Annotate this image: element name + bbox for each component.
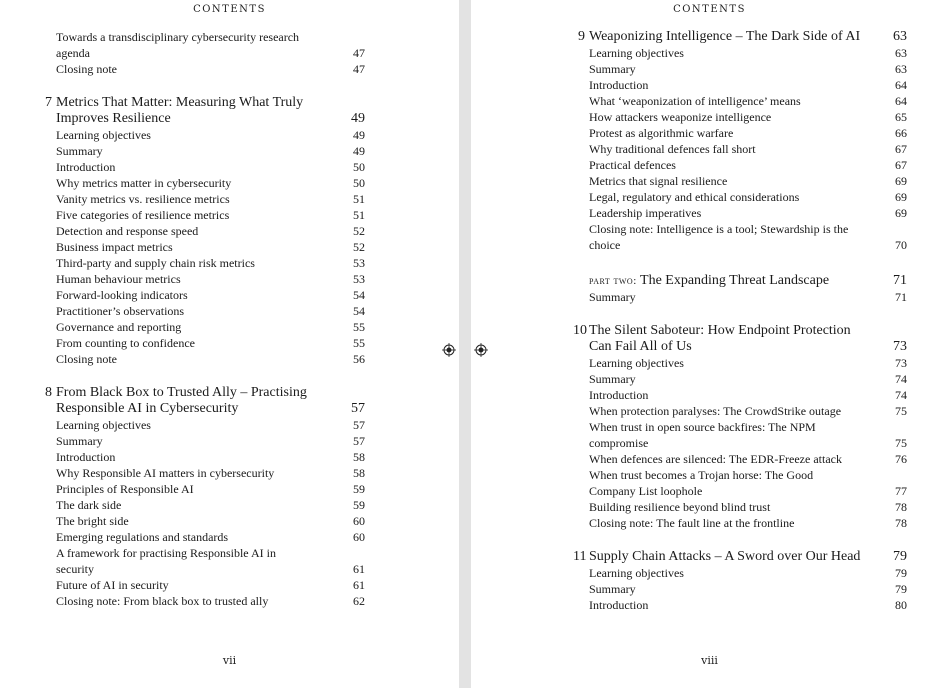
- toc-entry-title: How attackers weaponize intelligence: [589, 110, 772, 124]
- toc-entry[interactable]: [40, 481, 365, 497]
- toc-entry-title: When defences are silenced: The EDR-Freeze attack: [589, 452, 842, 466]
- toc-entry[interactable]: [40, 433, 365, 449]
- toc-entry-title: Introduction: [589, 388, 649, 402]
- toc-entry-title: When protection paralyses: The CrowdStrike outage: [589, 404, 842, 418]
- toc-chapter-heading[interactable]: [573, 29, 907, 45]
- toc-entry[interactable]: [40, 45, 365, 61]
- toc-chapter-heading[interactable]: [40, 111, 365, 127]
- toc-entry-title: The dark side: [56, 498, 122, 512]
- toc-page-number: 57: [353, 418, 365, 432]
- chapter-number: 8: [45, 385, 52, 400]
- toc-entry-title: Principles of Responsible AI: [56, 482, 194, 496]
- toc-page-number: 62: [353, 594, 365, 608]
- toc-page-number: 56: [353, 352, 365, 366]
- toc-page-number: 69: [895, 206, 907, 220]
- toc-entry-title: Closing note: Intelligence is a tool; Stewardship is the: [589, 222, 849, 236]
- toc-entry[interactable]: [573, 141, 907, 157]
- toc-entry[interactable]: [40, 29, 365, 45]
- page-number: vii: [222, 654, 237, 667]
- toc-entry-title: Practical defences: [589, 158, 676, 172]
- toc-page-number: 67: [895, 142, 907, 156]
- toc-entry[interactable]: [40, 159, 365, 175]
- toc-page-number: 67: [895, 158, 907, 172]
- toc-entry-title: Towards a transdisciplinary cybersecurity research: [56, 30, 300, 44]
- toc-entry[interactable]: [573, 77, 907, 93]
- toc-entry-title: Forward-looking indicators: [56, 288, 188, 302]
- toc-entry[interactable]: [573, 499, 907, 515]
- toc-entry[interactable]: [573, 355, 907, 371]
- toc-page-number: 50: [353, 176, 365, 190]
- toc-page-number: 69: [895, 190, 907, 204]
- toc-page-number: 53: [353, 272, 365, 286]
- toc-entry[interactable]: [40, 351, 365, 367]
- toc-page-number: 51: [353, 192, 365, 206]
- toc-entry-title: Summary: [589, 290, 636, 304]
- toc-page-number: 73: [893, 339, 907, 354]
- toc-entry[interactable]: [573, 565, 907, 581]
- toc-entry-title: Business impact metrics: [56, 240, 173, 254]
- chapter-number: 10: [573, 323, 587, 338]
- toc-page-number: 54: [353, 304, 365, 318]
- toc-page-number: 60: [353, 514, 365, 528]
- toc-spacer: [573, 253, 907, 273]
- toc-entry-title: Weaponizing Intelligence – The Dark Side of AI: [589, 29, 861, 44]
- toc-entry-title: From Black Box to Trusted Ally – Practising: [56, 385, 307, 400]
- toc-entry[interactable]: [40, 561, 365, 577]
- registration-mark-icon: [474, 343, 488, 357]
- toc-page-number: 71: [895, 290, 907, 304]
- toc-page-number: 70: [895, 238, 907, 252]
- toc-page-number: 77: [895, 484, 907, 498]
- toc-page-number: 79: [895, 566, 907, 580]
- toc-entry-title: Closing note: From black box to trusted ally: [56, 594, 269, 608]
- toc-page-number: 59: [353, 498, 365, 512]
- toc-entry[interactable]: [40, 577, 365, 593]
- toc-entry[interactable]: [573, 93, 907, 109]
- toc-page-number: 71: [893, 273, 907, 288]
- toc-entry[interactable]: [40, 335, 365, 351]
- toc-page-number: 59: [353, 482, 365, 496]
- toc-entry-title: The bright side: [56, 514, 129, 528]
- toc-spacer: [573, 305, 907, 323]
- toc-entry[interactable]: [573, 387, 907, 403]
- toc-page-number: 57: [353, 434, 365, 448]
- toc-page-number: 66: [895, 126, 907, 140]
- toc-page-number: 57: [351, 401, 365, 416]
- toc-entry-title: Improves Resilience: [56, 111, 171, 126]
- toc-page-number: 47: [353, 46, 365, 60]
- toc-entry-title: From counting to confidence: [56, 336, 195, 350]
- toc-entry-title: Why Responsible AI matters in cybersecurity: [56, 466, 275, 480]
- toc-entry[interactable]: [573, 483, 907, 499]
- toc-chapter-heading[interactable]: [573, 273, 907, 289]
- toc-entry-title: Introduction: [56, 450, 116, 464]
- toc-entry-title: Summary: [56, 144, 103, 158]
- toc-entry-title: Learning objectives: [56, 128, 151, 142]
- toc-entry-title: security: [56, 562, 94, 576]
- toc-page-number: 73: [895, 356, 907, 370]
- toc-page-number: 76: [895, 452, 907, 466]
- toc-entry-title: Supply Chain Attacks – A Sword over Our Head: [589, 549, 861, 564]
- toc-page-number: 52: [353, 224, 365, 238]
- toc-page-number: 75: [895, 404, 907, 418]
- toc-entry-title: The Silent Saboteur: How Endpoint Protection: [589, 323, 851, 338]
- toc-entry[interactable]: [573, 435, 907, 451]
- toc-entry[interactable]: [40, 303, 365, 319]
- toc-entry[interactable]: [573, 451, 907, 467]
- toc-entry-title: Can Fail All of Us: [589, 339, 692, 354]
- toc-entry-title: Detection and response speed: [56, 224, 199, 238]
- toc-page-number: 79: [895, 582, 907, 596]
- toc-page-number: 54: [353, 288, 365, 302]
- toc-entry-title: Five categories of resilience metrics: [56, 208, 230, 222]
- toc-chapter-heading[interactable]: [40, 401, 365, 417]
- toc-entry[interactable]: [573, 371, 907, 387]
- toc-page-number: 61: [353, 562, 365, 576]
- toc-page-number: 63: [895, 46, 907, 60]
- toc-entry-title: Responsible AI in Cybersecurity: [56, 401, 239, 416]
- toc-page-number: 49: [351, 111, 365, 126]
- toc-entry[interactable]: [573, 125, 907, 141]
- toc-entry[interactable]: [573, 237, 907, 253]
- toc-entry-title: When trust becomes a Trojan horse: The Good: [589, 468, 814, 482]
- toc-entry[interactable]: [573, 221, 907, 237]
- left-page: [0, 0, 459, 688]
- toc-entry-title: Metrics that signal resilience: [589, 174, 728, 188]
- toc-entry[interactable]: [40, 175, 365, 191]
- book-gutter: [459, 0, 471, 688]
- toc-entry-title: When trust in open source backfires: The NPM: [589, 420, 816, 434]
- toc-page-number: 53: [353, 256, 365, 270]
- toc-page-number: 65: [895, 110, 907, 124]
- toc-entry-title: Summary: [589, 372, 636, 386]
- toc-entry-title: Learning objectives: [56, 418, 151, 432]
- toc-entry[interactable]: [40, 497, 365, 513]
- chapter-number: 9: [578, 29, 585, 44]
- toc-page-number: 64: [895, 78, 907, 92]
- toc-page-number: 51: [353, 208, 365, 222]
- toc-entry[interactable]: [573, 515, 907, 531]
- toc-page-number: 74: [895, 372, 907, 386]
- toc-entry-title: Introduction: [589, 78, 649, 92]
- table-of-contents: [40, 29, 365, 609]
- toc-entry-title: agenda: [56, 46, 90, 60]
- toc-page-number: 69: [895, 174, 907, 188]
- toc-entry-title: A framework for practising Responsible AI in: [56, 546, 276, 560]
- toc-entry-title: Human behaviour metrics: [56, 272, 181, 286]
- toc-entry[interactable]: [40, 223, 365, 239]
- toc-spacer: [40, 367, 365, 385]
- toc-entry-title: Practitioner’s observations: [56, 304, 185, 318]
- toc-entry[interactable]: [40, 529, 365, 545]
- toc-page-number: 58: [353, 466, 365, 480]
- toc-chapter-heading[interactable]: [573, 323, 907, 339]
- toc-page-number: 55: [353, 320, 365, 334]
- toc-page-number: 63: [895, 62, 907, 76]
- toc-entry-title: Summary: [56, 434, 103, 448]
- toc-entry[interactable]: [40, 319, 365, 335]
- toc-entry[interactable]: [40, 255, 365, 271]
- toc-entry[interactable]: [40, 61, 365, 77]
- toc-entry-title: Third-party and supply chain risk metrics: [56, 256, 255, 270]
- toc-chapter-heading[interactable]: [573, 339, 907, 355]
- running-head: CONTENTS: [193, 4, 266, 15]
- toc-page-number: 58: [353, 450, 365, 464]
- toc-entry-title: Vanity metrics vs. resilience metrics: [56, 192, 230, 206]
- toc-entry-title: Closing note: [56, 352, 118, 366]
- toc-page-number: 60: [353, 530, 365, 544]
- toc-entry-title: Protest as algorithmic warfare: [589, 126, 734, 140]
- toc-entry[interactable]: [573, 173, 907, 189]
- toc-page-number: 47: [353, 62, 365, 76]
- toc-chapter-heading[interactable]: [40, 385, 365, 401]
- chapter-number: 7: [45, 95, 52, 110]
- toc-entry-title: Learning objectives: [589, 356, 684, 370]
- toc-entry[interactable]: [573, 157, 907, 173]
- toc-entry-title: Learning objectives: [589, 46, 684, 60]
- chapter-number: 11: [573, 549, 587, 564]
- toc-page-number: 78: [895, 500, 907, 514]
- toc-entry[interactable]: [40, 545, 365, 561]
- registration-mark-icon: [442, 343, 456, 357]
- toc-entry[interactable]: [40, 593, 365, 609]
- toc-entry[interactable]: [40, 465, 365, 481]
- toc-page-number: 49: [353, 144, 365, 158]
- toc-page-number: 49: [353, 128, 365, 142]
- toc-entry-title: Future of AI in security: [56, 578, 169, 592]
- toc-page-number: 79: [893, 549, 907, 564]
- toc-entry-title: Summary: [589, 582, 636, 596]
- toc-entry-title: Emerging regulations and standards: [56, 530, 229, 544]
- toc-entry-title: Company List loophole: [589, 484, 703, 498]
- toc-entry[interactable]: [573, 45, 907, 61]
- toc-entry[interactable]: [40, 271, 365, 287]
- running-head: CONTENTS: [673, 4, 746, 15]
- toc-page-number: 50: [353, 160, 365, 174]
- toc-entry[interactable]: [573, 289, 907, 305]
- toc-entry[interactable]: [573, 61, 907, 77]
- toc-entry[interactable]: [40, 127, 365, 143]
- toc-page-number: 61: [353, 578, 365, 592]
- toc-entry[interactable]: [40, 191, 365, 207]
- toc-entry-title: Why traditional defences fall short: [589, 142, 756, 156]
- toc-entry[interactable]: [573, 467, 907, 483]
- toc-page-number: 64: [895, 94, 907, 108]
- toc-entry-title: compromise: [589, 436, 649, 450]
- toc-entry-title: Why metrics matter in cybersecurity: [56, 176, 232, 190]
- toc-page-number: 75: [895, 436, 907, 450]
- right-page: [471, 0, 948, 688]
- toc-entry-title: Legal, regulatory and ethical considerations: [589, 190, 800, 204]
- toc-entry[interactable]: [40, 239, 365, 255]
- toc-page-number: 63: [893, 29, 907, 44]
- toc-entry-title: Governance and reporting: [56, 320, 182, 334]
- page-number: viii: [701, 654, 718, 667]
- toc-entry[interactable]: [40, 513, 365, 529]
- toc-spacer: [573, 531, 907, 549]
- toc-page-number: 80: [895, 598, 907, 612]
- toc-chapter-heading[interactable]: [573, 549, 907, 565]
- toc-entry[interactable]: [573, 597, 907, 613]
- toc-entry-title: Summary: [589, 62, 636, 76]
- toc-entry-title: Introduction: [589, 598, 649, 612]
- part-label: part two:: [589, 275, 637, 287]
- toc-entry-title: choice: [589, 238, 621, 252]
- toc-entry[interactable]: [40, 417, 365, 433]
- toc-entry[interactable]: [573, 205, 907, 221]
- toc-page-number: 55: [353, 336, 365, 350]
- toc-entry-title: Building resilience beyond blind trust: [589, 500, 771, 514]
- toc-entry-title: Introduction: [56, 160, 116, 174]
- toc-entry[interactable]: [573, 189, 907, 205]
- toc-entry-title: Learning objectives: [589, 566, 684, 580]
- part-title: The Expanding Threat Landscape: [640, 273, 830, 288]
- toc-chapter-heading[interactable]: [40, 95, 365, 111]
- toc-page-number: 74: [895, 388, 907, 402]
- toc-entry-title: [589, 273, 829, 289]
- toc-entry[interactable]: [40, 449, 365, 465]
- toc-entry[interactable]: [40, 207, 365, 223]
- toc-entry[interactable]: [40, 287, 365, 303]
- toc-entry-title: Metrics That Matter: Measuring What Truly: [56, 95, 304, 110]
- toc-page-number: 78: [895, 516, 907, 530]
- toc-entry[interactable]: [573, 581, 907, 597]
- toc-entry[interactable]: [40, 143, 365, 159]
- table-of-contents: [573, 29, 907, 613]
- toc-entry[interactable]: [573, 419, 907, 435]
- toc-entry[interactable]: [573, 403, 907, 419]
- toc-spacer: [40, 77, 365, 95]
- toc-entry-title: Leadership imperatives: [589, 206, 702, 220]
- toc-entry-title: Closing note: [56, 62, 118, 76]
- toc-page-number: 52: [353, 240, 365, 254]
- toc-entry-title: Closing note: The fault line at the frontline: [589, 516, 795, 530]
- toc-entry[interactable]: [573, 109, 907, 125]
- toc-entry-title: What ‘weaponization of intelligence’ means: [589, 94, 801, 108]
